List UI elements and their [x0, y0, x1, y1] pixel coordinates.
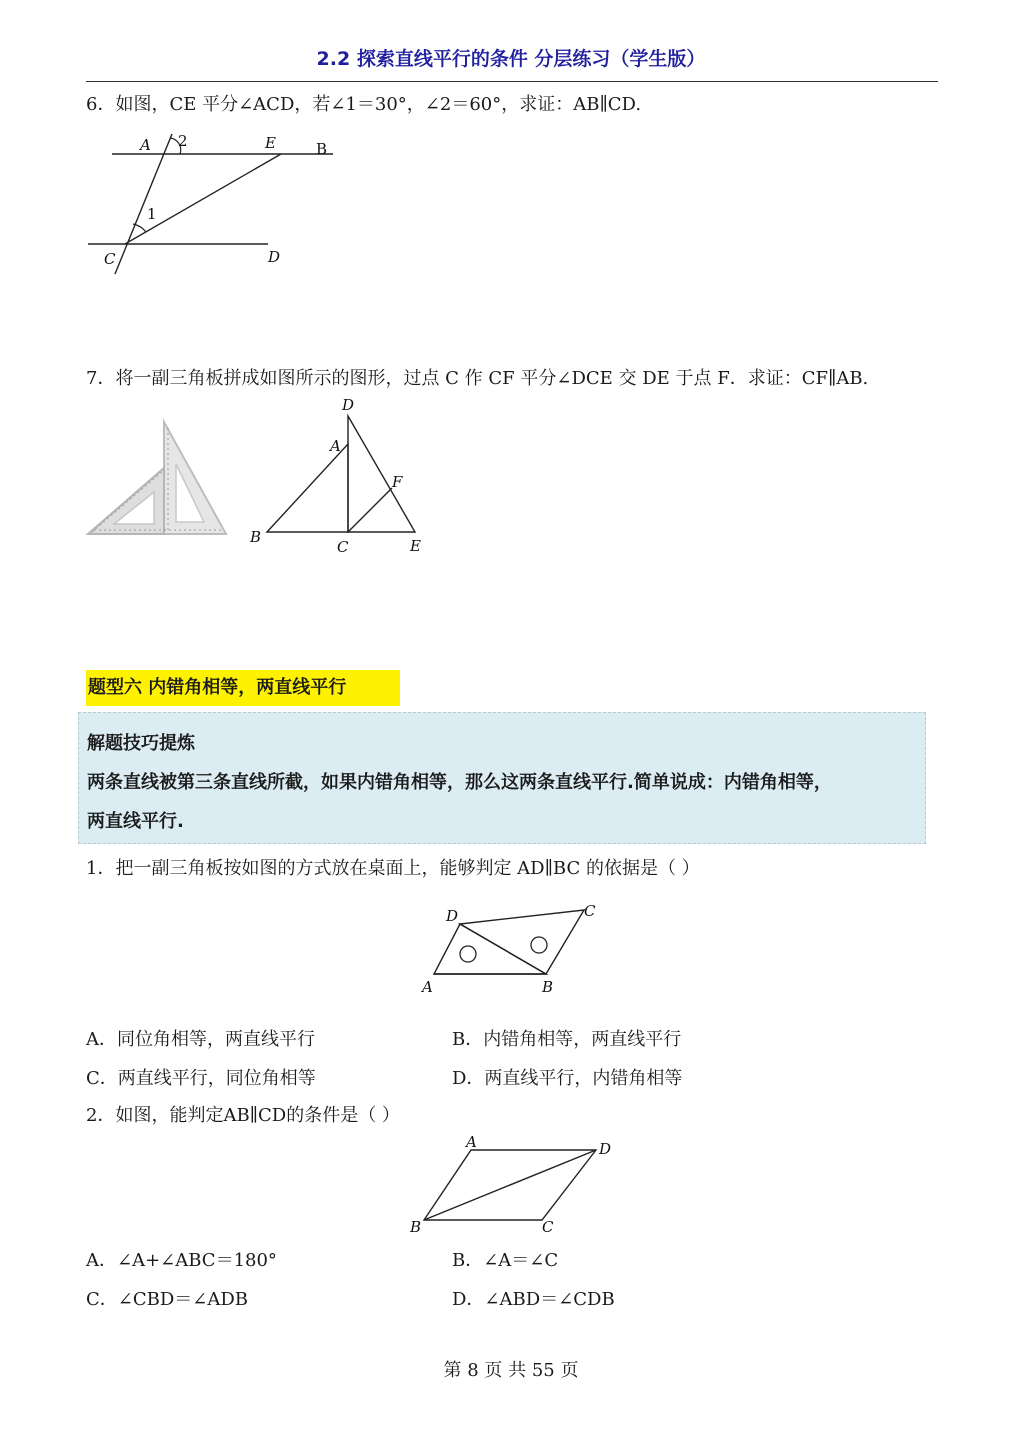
- tip-heading: 解题技巧提炼: [87, 733, 195, 754]
- question-7-figure: [244, 394, 432, 562]
- mc2-option-c[interactable]: C．∠CBD＝∠ADB: [86, 1289, 249, 1310]
- label-b: B: [542, 978, 554, 996]
- question-6-figure: [80, 126, 350, 286]
- label-c: C: [337, 538, 349, 556]
- label-angle-1: 1: [147, 205, 157, 223]
- label-a: A: [140, 136, 151, 154]
- label-angle-2: 2: [178, 132, 188, 150]
- mc2-option-b[interactable]: B．∠A＝∠C: [452, 1250, 559, 1271]
- diagonal-bd: [424, 1150, 596, 1220]
- label-c: C: [104, 250, 116, 268]
- mc-question-1-text: 1．把一副三角板按如图的方式放在桌面上，能够判定 AD∥BC 的依据是（ ）: [86, 858, 700, 879]
- label-a: A: [466, 1133, 477, 1151]
- label-d: D: [446, 907, 459, 925]
- mc1-option-d[interactable]: D．两直线平行，内错角相等: [452, 1068, 683, 1089]
- label-a: A: [330, 437, 341, 455]
- label-d: D: [599, 1140, 612, 1158]
- question-7-text: 7．将一副三角板拼成如图所示的图形，过点 C 作 CF 平分∠DCE 交 DE 于点 F．求证：CF∥AB.: [86, 368, 869, 389]
- tip-box: [78, 712, 926, 844]
- mc1-option-b[interactable]: B．内错角相等，两直线平行: [452, 1029, 682, 1050]
- label-b: B: [316, 140, 328, 158]
- label-d: D: [342, 396, 355, 414]
- tip-text-line-2: 两直线平行.: [87, 811, 184, 832]
- question-6-text: 6．如图，CE 平分∠ACD，若∠1＝30°，∠2＝60°，求证：AB∥CD.: [86, 94, 642, 115]
- label-f: F: [392, 473, 403, 491]
- set-square-hole-left: [460, 946, 476, 962]
- triangle-dce: [348, 416, 415, 532]
- label-e: E: [265, 134, 276, 152]
- mc1-option-a[interactable]: A．同位角相等，两直线平行: [86, 1029, 315, 1050]
- section-title: 题型六 内错角相等，两直线平行: [86, 670, 400, 706]
- label-a: A: [422, 978, 433, 996]
- label-d: D: [268, 248, 281, 266]
- set-square-hole-right: [531, 937, 547, 953]
- line-ac: [115, 134, 172, 274]
- triangle-adb: [434, 924, 546, 974]
- set-squares-photo: [84, 418, 234, 542]
- line-cf: [348, 488, 392, 532]
- label-e: E: [410, 537, 421, 555]
- triangle-dbc: [460, 910, 584, 974]
- label-c: C: [584, 902, 596, 920]
- label-c: C: [542, 1218, 554, 1236]
- mc2-option-a[interactable]: A．∠A+∠ABC＝180°: [86, 1250, 277, 1271]
- triangle-abc: [267, 444, 348, 532]
- mc-question-1-figure: [412, 900, 602, 998]
- page-number: 第 8 页 共 55 页: [443, 1360, 579, 1381]
- tip-text-line-1: 两条直线被第三条直线所截，如果内错角相等，那么这两条直线平行.简单说成：内错角相等，: [87, 772, 832, 793]
- header-divider: [86, 81, 938, 82]
- mc-question-2-figure: [400, 1132, 622, 1238]
- label-b: B: [410, 1218, 422, 1236]
- line-ce: [125, 154, 281, 244]
- mc1-option-c[interactable]: C．两直线平行，同位角相等: [86, 1068, 316, 1089]
- mc-question-2-text: 2．如图，能判定AB∥CD的条件是（ ）: [86, 1105, 400, 1126]
- label-b: B: [250, 528, 262, 546]
- mc2-option-d[interactable]: D．∠ABD＝∠CDB: [452, 1289, 615, 1310]
- page-title: 2.2 探索直线平行的条件 分层练习（学生版）: [316, 48, 706, 70]
